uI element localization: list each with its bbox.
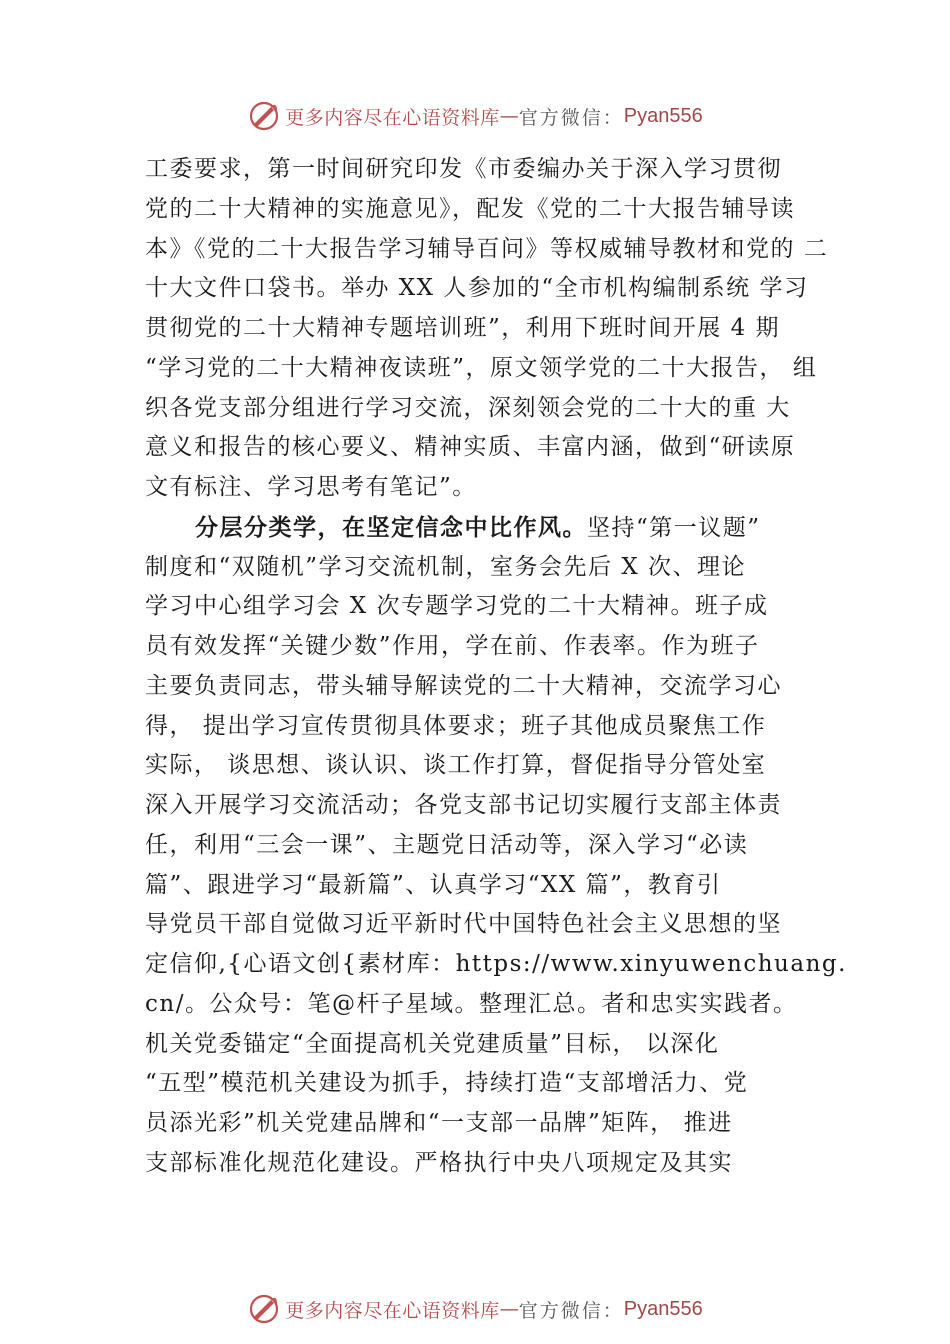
line-text: 贯彻党的二十大精神专题培训班”，利用下班时间开展 4 期 [145, 315, 781, 341]
text-line [145, 389, 835, 429]
banner-main-text: 更多内容尽在心语资料库 [285, 1299, 500, 1322]
text-line [145, 349, 835, 389]
line-text: “五型”模范机关建设为抓手，持续打造“支部增活力、党 [145, 1070, 749, 1097]
text-line [145, 269, 835, 309]
text-line [145, 428, 835, 468]
paragraph-heading: 分层分类学，在坚定信念中比作风。 [195, 513, 587, 541]
line-text: 深入开展学习交流活动；各党支部书记切实履行支部主体责 [145, 792, 782, 818]
text-line [145, 985, 835, 1025]
line-text: 党的二十大精神的实施意见》，配发《党的二十大报告辅导读 [145, 195, 795, 222]
text-line [145, 786, 835, 826]
banner-main-text: 更多内容尽在心语资料库 [285, 106, 500, 129]
text-line [145, 190, 835, 230]
footer-banner [0, 1287, 950, 1331]
line-text: “学习党的二十大精神夜读班”，原文领学党的二十大报告， 组 [145, 354, 818, 381]
line-text: 十大文件口袋书。举办 XX 人参加的“全市机构编制系统 学习 [145, 275, 809, 302]
line-text: 工委要求，第一时间研究印发《市委编办关于深入学习贯彻 [145, 156, 782, 182]
line-text: 学习中心组学习会 X 次专题学习党的二十大精神。班子成 [145, 593, 769, 620]
text-line [145, 866, 835, 906]
line-text: 文有标注、学习思考有笔记”。 [145, 474, 477, 500]
line-text: cn/。公众号：笔@杆子星域。整理汇总。者和忠实实践者。 [145, 990, 798, 1017]
text-line [145, 230, 835, 270]
text-line [145, 548, 835, 588]
text-line [145, 508, 835, 548]
line-text: 员添光彩”机关党建品牌和“一支部一品牌”矩阵， 推进 [145, 1110, 733, 1136]
line-text: 实际， 谈思想、谈认识、谈工作打算，督促指导分管处室 [145, 752, 767, 779]
document-body [145, 150, 847, 1184]
line-text: 坚持“第一议题” [587, 514, 761, 541]
text-line [145, 1025, 835, 1065]
line-text: 定信仰,{心语文创{素材库：https://www.xinyuwenchuang. [145, 951, 847, 977]
banner-separator: — [499, 1298, 519, 1320]
text-line [145, 587, 835, 627]
text-line [145, 627, 835, 667]
header-banner [0, 94, 950, 138]
text-line [145, 945, 847, 985]
text-line [145, 468, 835, 508]
banner-wechat-label: 官方微信： [518, 1299, 624, 1322]
banner-wechat-id: Pyan556 [623, 104, 703, 127]
text-line [145, 905, 835, 945]
quill-logo-icon [247, 99, 281, 133]
banner-wechat-id: Pyan556 [623, 1297, 703, 1320]
text-line [145, 1104, 835, 1144]
line-text: 制度和“双随机”学习交流机制，室务会先后 X 次、理论 [145, 553, 747, 580]
text-line [145, 1144, 835, 1184]
text-line [145, 707, 835, 747]
quill-logo-icon [247, 1292, 281, 1326]
line-text: 得， 提出学习宣传贯彻具体要求；班子其他成员聚焦工作 [145, 712, 767, 739]
text-line [145, 150, 835, 190]
line-text: 主要负责同志，带头辅导解读党的二十大精神，交流学习心 [145, 672, 782, 699]
line-text: 导党员干部自觉做习近平新时代中国特色社会主义思想的坚 [145, 911, 782, 938]
text-line [145, 1064, 835, 1104]
line-text: 机关党委锚定“全面提高机关党建质量”目标， 以深化 [145, 1030, 720, 1057]
text-line [145, 746, 835, 786]
text-line [145, 826, 835, 866]
text-line [145, 309, 835, 349]
line-text: 任，利用“三会一课”、主题党日活动等，深入学习“必读 [145, 831, 749, 858]
banner-separator: — [499, 105, 519, 127]
line-text: 员有效发挥“关键少数”作用，学在前、作表率。作为班子 [145, 633, 760, 659]
text-line [145, 667, 835, 707]
banner-wechat-label: 官方微信： [518, 106, 624, 129]
line-text: 本》《党的二十大报告学习辅导百问》等权威辅导教材和党的 二 [145, 235, 829, 262]
line-text: 支部标准化规范化建设。严格执行中央八项规定及其实 [145, 1149, 733, 1176]
line-text: 织各党支部分组进行学习交流，深刻领会党的二十大的重 大 [145, 394, 791, 421]
line-text: 意义和报告的核心要义、精神实质、丰富内涵，做到“研读原 [145, 434, 796, 461]
line-text: 篇”、跟进学习“最新篇”、认真学习“XX 篇”，教育引 [145, 871, 722, 898]
